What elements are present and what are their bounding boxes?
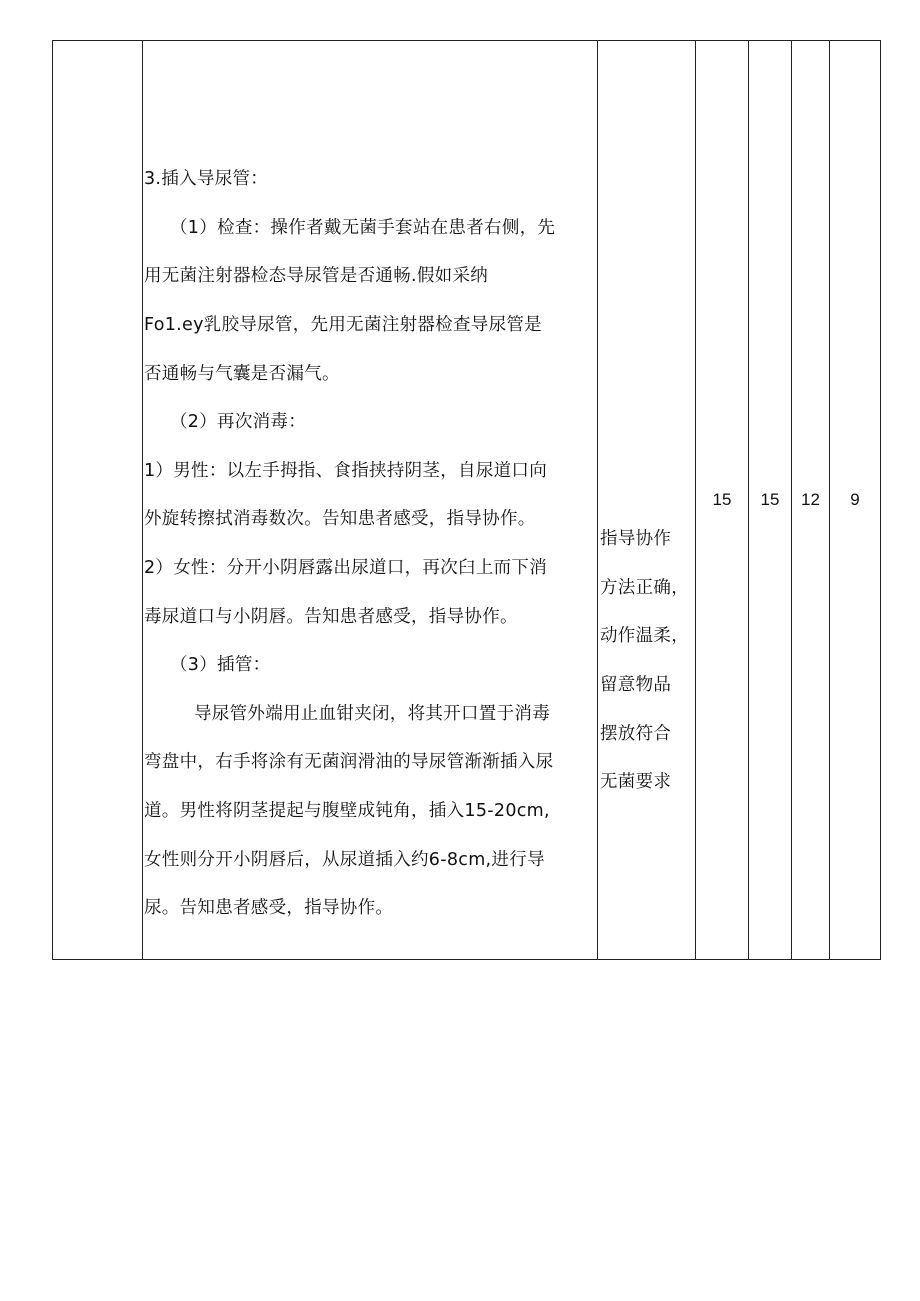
requirement-line: 动作温柔， — [600, 626, 689, 647]
content-line: 否通畅与气囊是否漏气。 — [144, 363, 340, 384]
content-line: 尿。告知患者感受，指导协作。 — [144, 898, 394, 919]
content-line: 外旋转擦拭消毒数次。告知患者感受，指导协作。 — [144, 509, 536, 530]
table-row — [53, 41, 881, 960]
content-line: Fo1.ey乳胶导尿管，先用无菌注射器检查导尿管是 — [144, 315, 542, 336]
requirement-line: 留意物品 — [600, 675, 672, 695]
content-line: （1）检查：操作者戴无菌手套站在患者右侧，先 — [170, 217, 556, 238]
score-cell-3: 12 — [792, 41, 830, 960]
scoring-table — [52, 40, 881, 960]
content-line: 道。男性将阴茎提起与腹壁成钝角，插入15-20cm, — [144, 800, 550, 821]
content-line: 女性则分开小阴唇后，从尿道插入约6-8cm,进行导 — [144, 849, 545, 870]
content-line: 毒尿道口与小阴唇。告知患者感受，指导协作。 — [144, 606, 518, 627]
requirement-text — [598, 193, 695, 807]
content-line: 导尿管外端用止血钳夹闭，将其开口置于消毒 — [194, 703, 550, 724]
procedure-content-cell — [143, 41, 598, 960]
score-cell-2: 15 — [749, 41, 792, 960]
content-line: 2）女性：分开小阴唇露出尿道口，再次臼上而下消 — [144, 558, 548, 578]
requirement-line: 方法正确， — [600, 577, 689, 598]
item-cell — [53, 41, 143, 960]
content-line: （3）插管： — [170, 655, 271, 676]
content-line: 用无菌注射器检态导尿管是否通畅.假如采纳 — [144, 266, 489, 287]
requirement-line: 无菌要求 — [600, 772, 672, 793]
score-cell-4: 9 — [830, 41, 881, 960]
content-line: 弯盘中，右手将涂有无菌润滑油的导尿管渐渐插入尿 — [144, 752, 554, 773]
procedure-text — [143, 67, 597, 933]
requirement-line: 摆放符合 — [600, 723, 672, 744]
content-line: （2）再次消毒： — [170, 412, 307, 433]
content-line: 1）男性：以左手拇指、食指挟持阴茎，自尿道口向 — [144, 460, 548, 481]
content-line: 3.插入导尿管： — [144, 169, 269, 190]
score-cell-1: 15 — [696, 41, 749, 960]
requirement-line: 指导协作 — [600, 529, 672, 550]
requirement-cell — [598, 41, 696, 960]
